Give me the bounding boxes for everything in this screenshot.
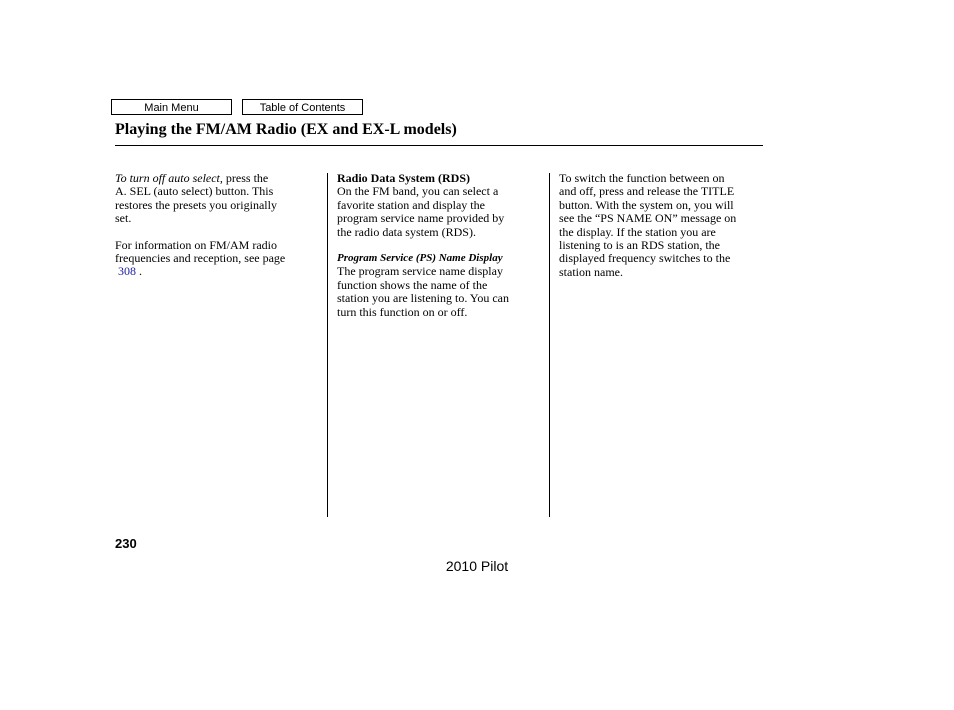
column-divider-2 [549, 173, 550, 517]
ps-line: station you are listening to. You can [337, 291, 509, 306]
page-number: 230 [115, 536, 137, 551]
ps-line: function shows the name of the [337, 277, 488, 292]
auto-select-line: restores the presets you originally [115, 197, 277, 212]
title-button-line: displayed frequency switches to the [559, 251, 731, 266]
footer-model-name: 2010 Pilot [445, 558, 509, 574]
auto-select-line [115, 172, 320, 185]
ps-line: The program service name display [337, 264, 503, 279]
rds-line: On the FM band, you can select a [337, 184, 499, 199]
auto-select-line: A. SEL (auto select) button. This [115, 184, 274, 199]
title-button-line: button. With the system on, you will [559, 197, 734, 212]
column-rds [337, 172, 542, 319]
auto-select-line: set. [115, 211, 132, 226]
title-divider [115, 145, 763, 146]
page-title: Playing the FM/AM Radio (EX and EX-L models) [115, 121, 457, 138]
title-button-line: and off, press and release the TITLE [559, 184, 735, 199]
auto-select-lead: To turn off auto select, [115, 171, 223, 185]
info-line: frequencies and reception, see page [115, 251, 286, 266]
ps-line: turn this function on or off. [337, 304, 468, 319]
info-line [115, 265, 320, 278]
ps-heading: Program Service (PS) Name Display [337, 252, 503, 265]
column-title-button [559, 172, 764, 279]
title-button-line: station name. [559, 264, 623, 279]
rds-line: program service name provided by [337, 211, 505, 226]
column-divider-1 [327, 173, 328, 517]
table-of-contents-button[interactable]: Table of Contents [242, 99, 363, 115]
column-auto-select [115, 172, 320, 279]
info-line: For information on FM/AM radio [115, 237, 277, 252]
title-button-line: see the “PS NAME ON” message on [559, 211, 737, 226]
title-button-line: the display. If the station you are [559, 224, 716, 239]
rds-line: the radio data system (RDS). [337, 224, 476, 239]
title-button-line: listening to is an RDS station, the [559, 238, 720, 253]
rds-line: favorite station and display the [337, 197, 485, 212]
info-end: . [136, 264, 142, 279]
auto-select-text: press the [222, 171, 269, 185]
title-button-line: To switch the function between on [559, 171, 725, 185]
page-308-link[interactable]: 308 [118, 264, 136, 279]
rds-heading: Radio Data System (RDS) [337, 171, 470, 185]
main-menu-button[interactable]: Main Menu [111, 99, 232, 115]
